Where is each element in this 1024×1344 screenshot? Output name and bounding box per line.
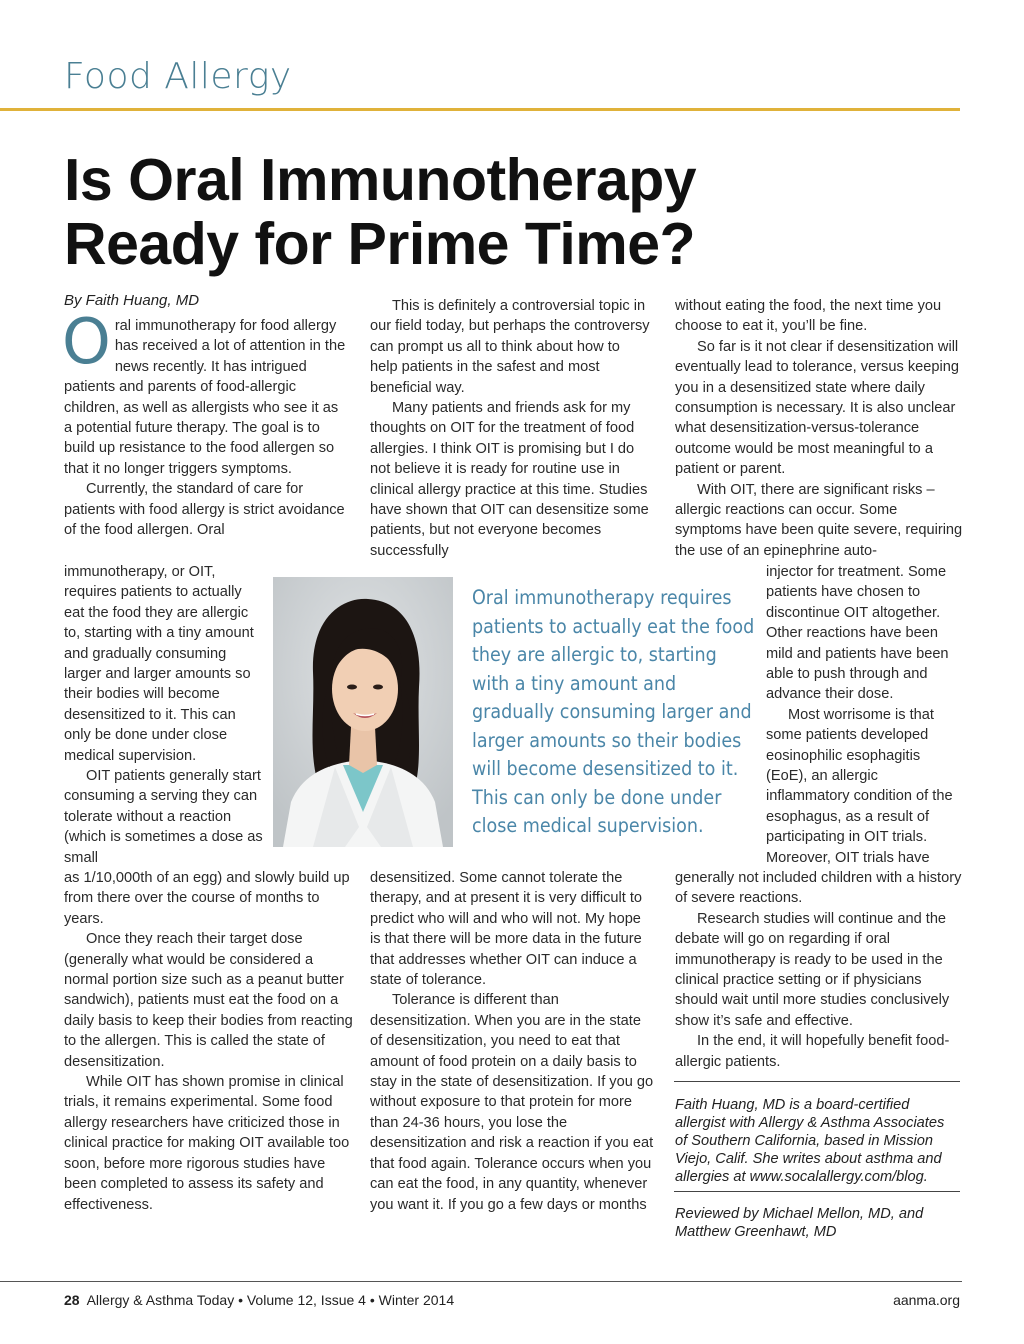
paragraph: Many patients and friends ask for my thoughts on OIT for the treatment of food allergies. I think OIT is promising but I do not believe it is ready for routine use in clinical allergy practice at this time. Studies have shown that OIT can desensitize some patients, but not everyone becomes successfully	[370, 400, 649, 559]
bio-rule-top	[674, 1081, 960, 1082]
author-photo	[273, 577, 453, 847]
paragraph: OIT patients generally start consuming a serving they can tolerate without a reaction (which is sometimes a dose as small	[64, 768, 263, 866]
paragraph: without eating the food, the next time you choose to eat it, you’ll be fine.	[675, 298, 942, 335]
paragraph: Currently, the standard of care for patients with food allergy is strict avoidance of the food allergen. Oral	[64, 481, 345, 539]
footer-publication	[64, 1292, 454, 1308]
title-line-1: Is Oral Immunotherapy	[64, 147, 697, 213]
header-rule	[0, 108, 960, 111]
paragraph: Once they reach their target dose (generally what would be considered a normal portion size such as a peanut butter sandwich), patients must eat the food on a daily basis to keep their bodies from reacting to the allergen. This is called the state of desensitization.	[64, 931, 353, 1070]
paragraph: injector for treatment. Some patients have chosen to discontinue OIT altogether. Other reactions have been mild and patients have been able to push through and advance their dose.	[766, 564, 949, 703]
paragraph: Most worrisome is that some patients developed eosinophilic esophagitis (EoE), an allergic inflammatory condition of the esophagus, as a result of participating in OIT trials. Moreover, OIT trials have	[766, 706, 953, 866]
title-line-2: Ready for Prime Time?	[64, 211, 696, 277]
column-3-narrow	[766, 562, 962, 868]
publication-info: Allergy & Asthma Today • Volume 12, Issue 4 • Winter 2014	[86, 1292, 455, 1308]
drop-cap: O	[62, 305, 111, 378]
author-portrait-image	[273, 577, 453, 847]
pull-quote: Oral immunotherapy requires patients to actually eat the food they are allergic to, starting with a tiny amount and gradually consuming larger and larger amounts so their bodies will become desensitized to it. This can only be done under close medical supervision.	[472, 586, 755, 837]
paragraph: This is definitely a controversial topic in our field today, but perhaps the controversy can prompt us all to think about how to help patients in the safest and most beneficial way.	[370, 298, 650, 396]
article-title	[64, 148, 964, 276]
bio-rule-bottom	[674, 1191, 960, 1192]
section-label: Food Allergy	[64, 56, 292, 97]
column-1-narrow	[64, 562, 264, 868]
paragraph: Research studies will continue and the debate will go on regarding if oral immunotherapy is ready to be used in the clinical practice setting or if physicians should wait until more studies conclusively show it’s safe and effective.	[675, 910, 950, 1029]
footer-site: aanma.org	[893, 1292, 960, 1308]
column-1-bottom	[64, 868, 354, 1215]
footer-rule	[0, 1281, 962, 1282]
column-1-top	[62, 305, 348, 540]
paragraph: So far is it not clear if desensitization will eventually lead to tolerance, versus keeping you in a desensitized state where daily consumption is necessary. It is also unclear what desensitization-versus-tolerance outcome would be most meaningful to a patient or parent.	[675, 338, 959, 478]
paragraph: immunotherapy, or OIT, requires patients to actually eat the food they are allergic to, starting with a tiny amount and gradually consuming larger and larger amounts so their bodies will become desensitized to it. This can only be done under close medical supervision.	[64, 564, 254, 764]
byline: By Faith Huang, MD	[64, 292, 200, 309]
paragraph: While OIT has shown promise in clinical trials, it remains experimental. Some food allergy researchers have criticized those in clinical practice for making OIT available too soon, before more rigorous studies have been completed to assess its safety and effectiveness.	[64, 1074, 350, 1213]
paragraph: With OIT, there are significant risks – allergic reactions can occur. Some symptoms have been quite severe, requiring the use of an epinephrine auto-	[675, 481, 963, 559]
page-number: 28	[64, 1292, 80, 1308]
column-3-top	[675, 296, 965, 561]
paragraph: generally not included children with a history of severe reactions.	[675, 870, 962, 907]
paragraph: as 1/10,000th of an egg) and slowly build up from there over the course of months to years.	[64, 870, 350, 927]
paragraph: In the end, it will hopefully benefit food-allergic patients.	[675, 1033, 950, 1070]
reviewed-by: Reviewed by Michael Mellon, MD, and Matthew Greenhawt, MD	[675, 1206, 924, 1240]
paragraph: desensitized. Some cannot tolerate the therapy, and at present it is very difficult to predict who will and who will not. My hope is that there will be more data in the future that addresses whether OIT can induce a state of tolerance.	[370, 870, 643, 989]
paragraph: Tolerance is different than desensitization. When you are in the state of desensitization, you need to eat that amount of food protein on a daily basis to stay in the state of desensitization. If you go without exposure to that protein for more than 24-36 hours, you lose the desensitization and risk a reaction if you eat that food again. Tolerance occurs when you can eat the food, in any quantity, whenever you want it. If you go a few days or months	[370, 992, 654, 1213]
column-2-bottom	[370, 868, 655, 1215]
author-bio: Faith Huang, MD is a board-certified allergist with Allergy & Asthma Associates of Southern California, based in Mission Viejo, Calif. She writes about asthma and allergies at www.socalallergy.com/blog.	[675, 1097, 945, 1185]
column-2-top	[370, 296, 650, 561]
column-3-bottom	[675, 868, 965, 1072]
paragraph: Oral immunotherapy for food allergy has received a lot of attention in the news recently. It has intrigued patients and parents of food-allergic children, as well as allergists who see it as a potential future therapy. The goal is to build up resistance to the food allergen so that it no longer triggers symptoms.	[62, 305, 346, 477]
